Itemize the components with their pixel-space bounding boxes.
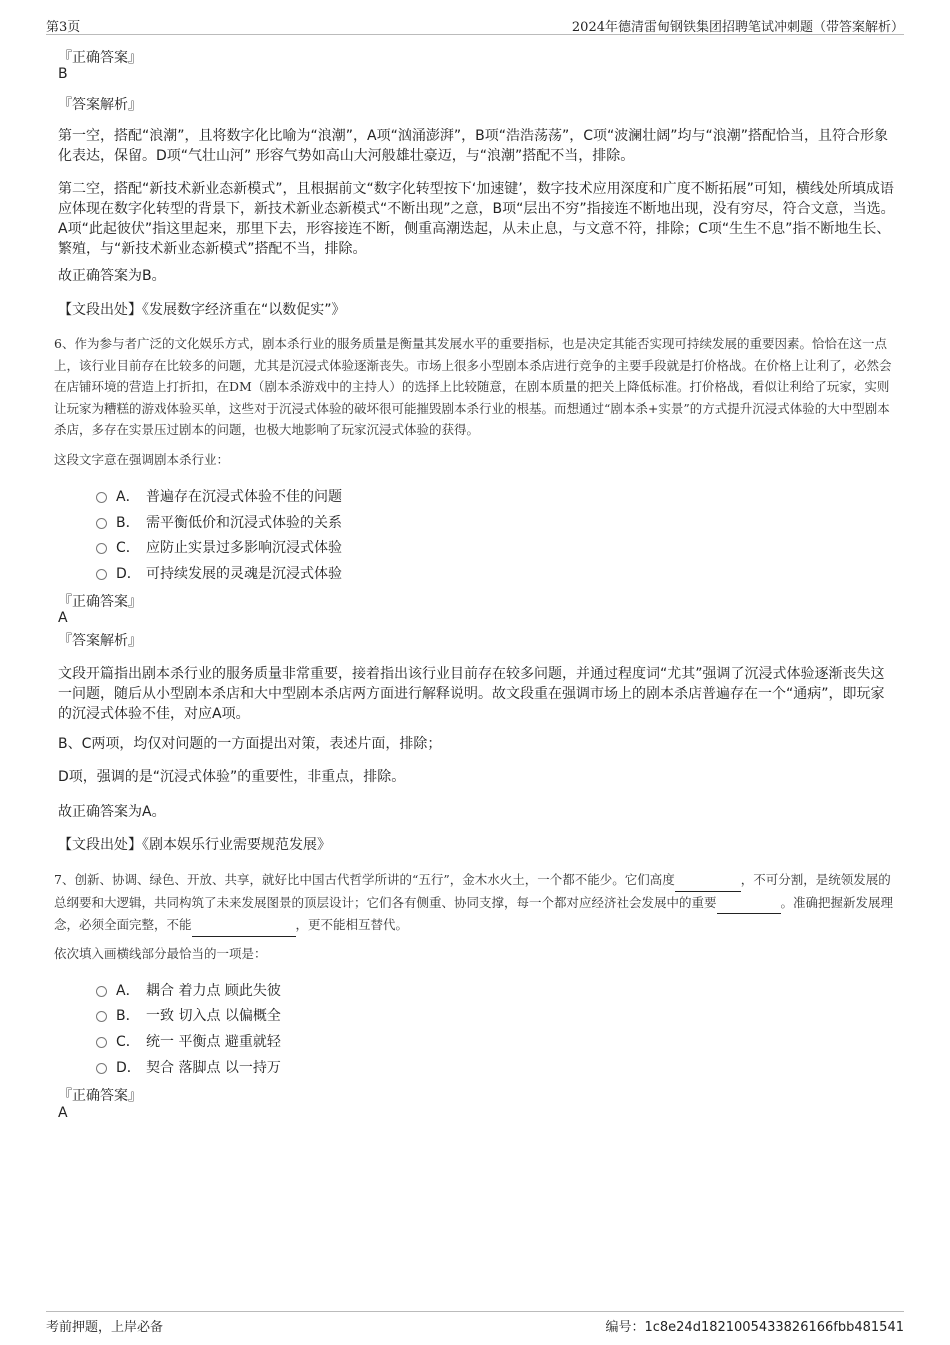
fill-blank-2 xyxy=(717,892,781,915)
option-a[interactable]: A． 耦合 着力点 顾此失彼 xyxy=(96,980,281,1000)
footer-slogan: 考前押题，上岸必备 xyxy=(46,1320,164,1335)
correct-answer: B xyxy=(58,66,68,82)
source-citation: 【文段出处】《剧本娱乐行业需要规范发展》 xyxy=(58,837,331,853)
analysis-conclusion: 故正确答案为B。 xyxy=(58,268,166,284)
fill-blank-1 xyxy=(675,869,741,892)
correct-answer: A xyxy=(58,610,68,626)
analysis-paragraph: 文段开篇指出剧本杀行业的服务质量非常重要，接着指出该行业目前存在较多问题，并通过程度词“尤其”强调了沉浸式体验逐渐丧失这一问题，随后从小型剧本杀店和大中型剧本杀店两方面进行解释说明。故文段重在强调市场上的剧本杀店普遍存在一个“通病”，即玩家的沉浸式体验不佳，对应A项。 xyxy=(58,666,885,722)
radio-button[interactable] xyxy=(96,492,107,503)
document-title: 2024年德清雷甸钢铁集团招聘笔试冲刺题（带答案解析） xyxy=(571,20,904,35)
document-code: 编号：1c8e24d1821005433826166fbb481541 xyxy=(605,1320,904,1335)
analysis-paragraph: B、C两项，均仅对问题的一方面提出对策，表述片面，排除； xyxy=(58,736,442,752)
option-b[interactable]: B． 需平衡低价和沉浸式体验的关系 xyxy=(96,512,342,532)
option-a[interactable]: A． 普遍存在沉浸式体验不佳的问题 xyxy=(96,486,342,506)
analysis-paragraph: 第一空，搭配“浪潮”，且将数字化比喻为“浪潮”，A项“汹涌澎湃”，B项“浩浩荡荡”，C项“波澜壮阔”均与“浪潮”搭配恰当，且符合形象化表达，保留。D项“气壮山河” 形容气势如高山大河般雄壮豪迈，与“浪潮”搭配不当，排除。 xyxy=(58,128,888,164)
question-stem: 6、作为参与者广泛的文化娱乐方式，剧本杀行业的服务质量是衡量其发展水平的重要指标，也是决定其能否实现可持续发展的重要因素。恰恰在这一点上，该行业目前存在比较多的问题，尤其是沉浸式体验逐渐丧失。市场上很多小型剧本杀店进行竞争的主要手段就是打价格战。在价格上让利了，必然会在店铺环境的营造上打折扣，在DM（剧本杀游戏中的主持人）的选择上比较随意，在剧本质量的把关上降低标准。打价格战，看似让利给了玩家，实则让玩家为糟糕的游戏体验买单，这些对于沉浸式体验的破坏很可能摧毁剧本杀行业的根基。而想通过“剧本杀+实景”的方式提升沉浸式体验的大中型剧本杀店，多存在实景压过剧本的问题，也极大地影响了玩家沉浸式体验的获得。 xyxy=(54,336,892,437)
analysis-paragraph: D项，强调的是“沉浸式体验”的重要性，非重点，排除。 xyxy=(58,769,406,785)
fill-blank-3 xyxy=(192,914,296,937)
question-prompt: 这段文字意在强调剧本杀行业： xyxy=(54,452,230,467)
radio-button[interactable] xyxy=(96,1063,107,1074)
answer-label: 『正确答案』 xyxy=(58,594,142,610)
analysis-label: 『答案解析』 xyxy=(58,97,142,113)
answer-label: 『正确答案』 xyxy=(58,50,142,66)
option-b[interactable]: B． 一致 切入点 以偏概全 xyxy=(96,1005,281,1025)
radio-button[interactable] xyxy=(96,518,107,529)
option-d[interactable]: D． 契合 落脚点 以一持万 xyxy=(96,1057,281,1077)
answer-label: 『正确答案』 xyxy=(58,1088,142,1104)
radio-button[interactable] xyxy=(96,569,107,580)
question-stem: 7、创新、协调、绿色、开放、共享，就好比中国古代哲学所讲的“五行”，金木水火土，一个都不能少。它们高度 ，不可分割，是统领发展的总纲要和大逻辑，共同构筑了未来发展图景的顶层设计；它们各有侧重、协同支撑，每一个都对应经济社会发展中的重要 。准确把握新发展理念，必须全面完整，不能 ，更不能相互替代。 xyxy=(54,869,894,937)
analysis-paragraph: 第二空，搭配“新技术新业态新模式”，且根据前文“数字化转型按下‘加速键’，数字技术应用深度和广度不断拓展”可知，横线处所填成语应体现在数字化转型的背景下，新技术新业态新模式“不断出现”之意，B项“层出不穷”指接连不断地出现，没有穷尽，符合文意，当选。A项“此起彼伏”指这里起来，那里下去，形容接连不断，侧重高潮迭起，从未止息，与文意不符，排除；C项“生生不息”指不断地生长、繁殖，与“新技术新业态新模式”搭配不当，排除。 xyxy=(58,181,895,257)
radio-button[interactable] xyxy=(96,986,107,997)
page-header xyxy=(46,14,904,35)
question-prompt: 依次填入画横线部分最恰当的一项是： xyxy=(54,946,267,961)
option-d[interactable]: D． 可持续发展的灵魂是沉浸式体验 xyxy=(96,563,342,583)
page-number: 第3页 xyxy=(46,20,81,35)
analysis-conclusion: 故正确答案为A。 xyxy=(58,804,166,820)
source-citation: 【文段出处】《发展数字经济重在“以数促实”》 xyxy=(58,302,346,318)
radio-button[interactable] xyxy=(96,1011,107,1022)
analysis-label: 『答案解析』 xyxy=(58,633,142,649)
option-c[interactable]: C． 应防止实景过多影响沉浸式体验 xyxy=(96,537,342,557)
page-footer xyxy=(46,1311,904,1335)
radio-button[interactable] xyxy=(96,543,107,554)
radio-button[interactable] xyxy=(96,1037,107,1048)
option-c[interactable]: C． 统一 平衡点 避重就轻 xyxy=(96,1031,281,1051)
correct-answer: A xyxy=(58,1105,68,1121)
